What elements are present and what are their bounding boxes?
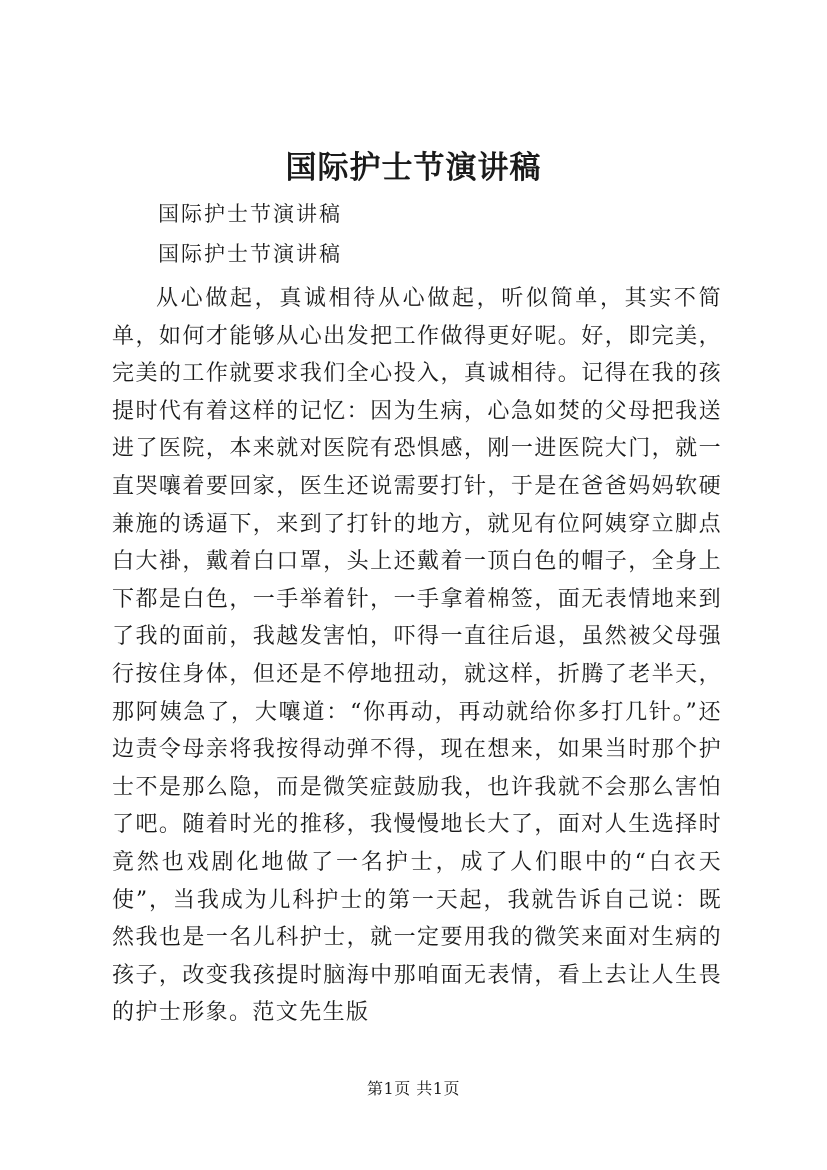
body-paragraph: 从心做起，真诚相待从心做起，听似简单，其实不简单，如何才能够从心出发把工作做得更好呢。好，即完美，完美的工作就要求我们全心投入，真诚相待。记得在我的孩提时代有着这样的记忆：因为生病，心急如焚的父母把我送进了医院，本来就对医院有恐惧感，刚一进医院大门，就一直哭嚷着要回家，医生还说需要打针，于是在爸爸妈妈软硬兼施的诱逼下，来到了打针的地方，就见有位阿姨穿立脚点白大褂，戴着白口罩，头上还戴着一顶白色的帽子，全身上下都是白色，一手举着针，一手拿着棉签，面无表情地来到了我的面前，我越发害怕，吓得一直往后退，虽然被父母强行按住身体，但还是不停地扭动，就这样，折腾了老半天，那阿姨急了，大嚷道：“你再动，再动就给你多打几针。”还边责令母亲将我按得动弹不得，现在想来，如果当时那个护士不是那么隐，而是微笑症鼓励我，也许我就不会那么害怕了吧。随着时光的推移，我慢慢地长大了，面对人生选择时竟然也戏剧化地做了一名护士，成了人们眼中的“白衣天使”，当我成为儿科护士的第一天起，我就告诉自己说：既然我也是一名儿科护士，就一定要用我的微笑来面对生病的孩子，改变我孩提时脑海中那咱面无表情，看上去让人生畏的护士形象。范文先生版 — [112, 286, 722, 1026]
document-subtitle: 国际护士节演讲稿 — [158, 242, 342, 266]
document-title: 国际护士节演讲稿 — [285, 150, 542, 186]
page-footer: 第1页 共1页 — [367, 1079, 460, 1098]
document-subtitle: 国际护士节演讲稿 — [158, 202, 342, 226]
